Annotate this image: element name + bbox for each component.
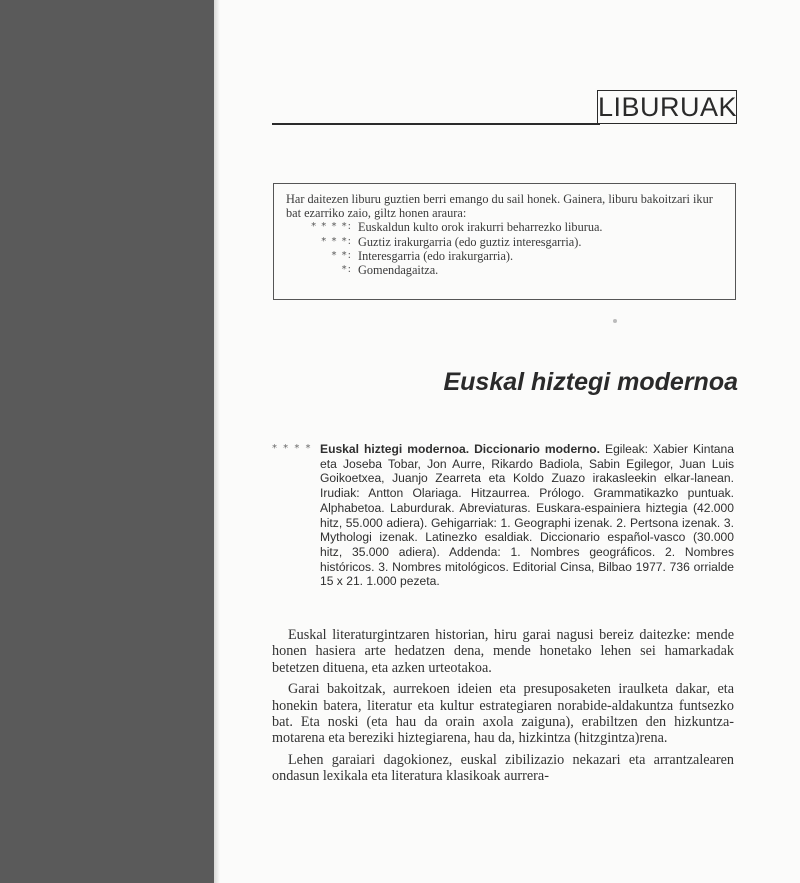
header-rule — [272, 123, 600, 125]
legend-meaning: Interesgarria (edo irakurgarria). — [358, 248, 514, 263]
entry-rating: * * * * — [272, 443, 313, 454]
entry-title: Euskal hiztegi modernoa. Diccionario moderno. — [320, 442, 601, 456]
legend-meaning: Euskaldun kulto orok irakurri beharrezko liburua. — [358, 220, 603, 235]
page-fold-edge — [214, 0, 220, 883]
body-paragraph: Euskal literaturgintzaren historian, hiru garai nagusi bereiz daitezke: mende honen hasiera arte hedatzen dena, mende honetako lehen sei hamarkadak betetzen dituena, eta azken urteotakoa. — [272, 627, 734, 676]
section-label: LIBURUAK — [598, 92, 738, 122]
review-body — [272, 627, 734, 790]
page-gutter-shadow — [0, 0, 214, 883]
legend-row — [286, 220, 723, 234]
legend-meaning: Gomendagaitza. — [358, 263, 439, 278]
review-title: Euskal hiztegi modernoa — [443, 368, 738, 396]
legend-row — [286, 263, 723, 277]
legend-row — [286, 249, 723, 263]
legend-meaning: Guztiz irakurgarria (edo guztiz interesgarria). — [358, 234, 582, 249]
body-paragraph: Garai bakoitzak, aurrekoen ideien eta presuposaketen iraulketa dakar, eta honekin batera, literatur eta kultur estrategiaren norabide-aldakuntza funtsezko bat. Eta noski (eta hau da orain axola zaiguna), erabiltzen den hizkuntza-motarena eta bereziki hiztegiarena, hau da, hizkintza (hitzgintza)rena. — [272, 681, 734, 747]
legend-intro: Har daitezen liburu guztien berri emango du sail honek. Gainera, liburu bakoitzari ikur bat ezarriko zaio, giltz honen araura: — [286, 192, 713, 221]
print-speck — [613, 319, 617, 323]
book-entry — [272, 442, 734, 589]
rating-legend — [273, 183, 736, 300]
body-paragraph: Lehen garaiari dagokionez, euskal zibilizazio nekazari eta arrantzalearen ondasun lexikala eta literatura klasikoak aurrera- — [272, 751, 734, 785]
legend-stars: * *: — [331, 249, 352, 261]
legend-stars: *: — [341, 264, 352, 276]
entry-bibliography: Egileak: Xabier Kintana eta Joseba Tobar, Jon Aurre, Rikardo Badiola, Sabin Egilegor, Juan Luis Goikoetxea, Juanjo Zearreta eta Koldo Zuazo irakasleekin elkar-lanean. Irudiak: Antton Olariaga. Hitzaurrea. Prólogo. Grammatikazko puntuak. Alphabetoa. Laburdurak. Abreviaturas. Euskara-espainiera hiztegia (42.000 hitz, 55.000 adiera). Gehigarriak: 1. Geographi izenak. 2. Pertsona izenak. 3. Mythologi izenak. Latinezko esaldiak. Diccionario español-vasco (30.000 hitz, 35.000 adiera). Addenda: 1. Nombres geográficos. 2. Nombres históricos. 3. Nombres mitológicos. Editorial Cinsa, Bilbao 1977. 736 orrialde 15 x 21. 1.000 pezeta. — [320, 442, 734, 589]
legend-stars: * * * *: — [311, 221, 352, 233]
entry-details — [320, 442, 734, 589]
legend-stars: * * *: — [321, 235, 352, 247]
legend-row — [286, 235, 723, 249]
